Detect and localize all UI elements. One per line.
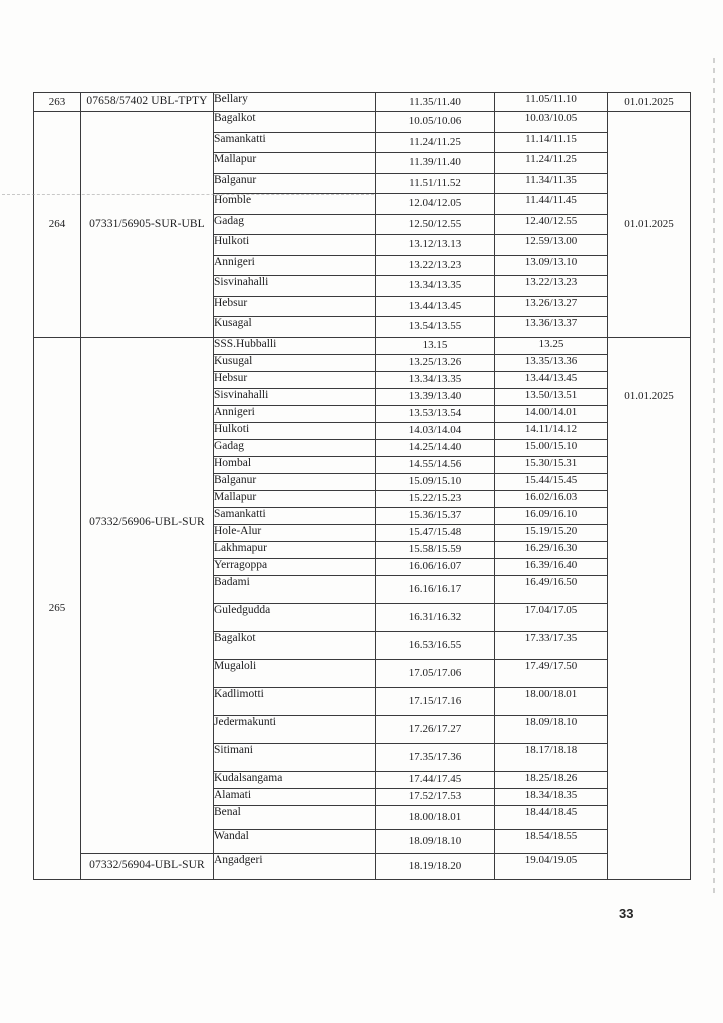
train-cell: 07658/57402 UBL-TPTY: [81, 93, 214, 112]
time2-cell: 15.30/15.31: [495, 456, 608, 473]
date-cell: 01.01.2025: [608, 337, 691, 879]
table-row: [34, 93, 691, 112]
station-cell: Gadag: [214, 439, 376, 456]
time1-cell: 18.00/18.01: [376, 805, 495, 829]
station-cell: Guledgudda: [214, 603, 376, 631]
page-number: 33: [619, 906, 634, 921]
table-row: [34, 112, 691, 133]
time2-cell: 18.54/18.55: [495, 829, 608, 853]
time1-cell: 15.36/15.37: [376, 507, 495, 524]
time2-cell: 11.44/11.45: [495, 194, 608, 215]
time2-cell: 13.26/13.27: [495, 296, 608, 317]
station-cell: Yerragoppa: [214, 558, 376, 575]
time2-cell: 13.50/13.51: [495, 388, 608, 405]
station-cell: Mugaloli: [214, 659, 376, 687]
station-cell: Kusagal: [214, 317, 376, 338]
time1-cell: 14.25/14.40: [376, 439, 495, 456]
time2-cell: 18.17/18.18: [495, 743, 608, 771]
station-cell: Balganur: [214, 473, 376, 490]
time1-cell: 16.31/16.32: [376, 603, 495, 631]
time2-cell: 11.05/11.10: [495, 93, 608, 112]
time2-cell: 18.00/18.01: [495, 687, 608, 715]
station-cell: Hebsur: [214, 296, 376, 317]
station-cell: Kudalsangama: [214, 771, 376, 788]
time2-cell: 18.34/18.35: [495, 788, 608, 805]
time1-cell: 13.54/13.55: [376, 317, 495, 338]
time1-cell: 15.58/15.59: [376, 541, 495, 558]
timetable: [33, 92, 691, 880]
time2-cell: 16.02/16.03: [495, 490, 608, 507]
time1-cell: 13.34/13.35: [376, 371, 495, 388]
time2-cell: 19.04/19.05: [495, 853, 608, 879]
table-row: [34, 853, 691, 879]
time2-cell: 14.11/14.12: [495, 422, 608, 439]
time1-cell: 17.15/17.16: [376, 687, 495, 715]
time1-cell: 15.09/15.10: [376, 473, 495, 490]
time2-cell: 13.25: [495, 337, 608, 354]
time1-cell: 17.05/17.06: [376, 659, 495, 687]
time2-cell: 17.33/17.35: [495, 631, 608, 659]
train-cell: 07332/56904-UBL-SUR: [81, 853, 214, 879]
time2-cell: 18.25/18.26: [495, 771, 608, 788]
train-cell: 07331/56905-SUR-UBL: [81, 112, 214, 338]
time1-cell: 11.35/11.40: [376, 93, 495, 112]
time1-cell: 16.16/16.17: [376, 575, 495, 603]
time2-cell: 16.09/16.10: [495, 507, 608, 524]
time2-cell: 16.29/16.30: [495, 541, 608, 558]
time2-cell: 13.36/13.37: [495, 317, 608, 338]
station-cell: Kusugal: [214, 354, 376, 371]
time1-cell: 10.05/10.06: [376, 112, 495, 133]
time2-cell: 18.09/18.10: [495, 715, 608, 743]
time2-cell: 10.03/10.05: [495, 112, 608, 133]
time2-cell: 12.40/12.55: [495, 214, 608, 235]
time2-cell: 17.04/17.05: [495, 603, 608, 631]
time2-cell: 16.39/16.40: [495, 558, 608, 575]
time1-cell: 16.06/16.07: [376, 558, 495, 575]
station-cell: Angadgeri: [214, 853, 376, 879]
time1-cell: 13.15: [376, 337, 495, 354]
time1-cell: 12.04/12.05: [376, 194, 495, 215]
time2-cell: 14.00/14.01: [495, 405, 608, 422]
station-cell: Mallapur: [214, 490, 376, 507]
time2-cell: 11.24/11.25: [495, 153, 608, 174]
time1-cell: 13.34/13.35: [376, 276, 495, 297]
time1-cell: 13.44/13.45: [376, 296, 495, 317]
station-cell: Alamati: [214, 788, 376, 805]
station-cell: Hole-Alur: [214, 524, 376, 541]
time2-cell: 16.49/16.50: [495, 575, 608, 603]
time2-cell: 17.49/17.50: [495, 659, 608, 687]
station-cell: Hulkoti: [214, 235, 376, 256]
station-cell: Badami: [214, 575, 376, 603]
time2-cell: 11.14/11.15: [495, 132, 608, 153]
station-cell: Benal: [214, 805, 376, 829]
time2-cell: 12.59/13.00: [495, 235, 608, 256]
time1-cell: 15.47/15.48: [376, 524, 495, 541]
station-cell: Annigeri: [214, 255, 376, 276]
time1-cell: 17.52/17.53: [376, 788, 495, 805]
time1-cell: 11.24/11.25: [376, 132, 495, 153]
station-cell: Homble: [214, 194, 376, 215]
time2-cell: 13.35/13.36: [495, 354, 608, 371]
station-cell: Annigeri: [214, 405, 376, 422]
time1-cell: 16.53/16.55: [376, 631, 495, 659]
table-row: [34, 337, 691, 354]
timetable-body: [34, 93, 691, 880]
train-cell: 07332/56906-UBL-SUR: [81, 337, 214, 853]
station-cell: Wandal: [214, 829, 376, 853]
time2-cell: 18.44/18.45: [495, 805, 608, 829]
station-cell: Bagalkot: [214, 631, 376, 659]
station-cell: Balganur: [214, 173, 376, 194]
time1-cell: 18.09/18.10: [376, 829, 495, 853]
time1-cell: 13.22/13.23: [376, 255, 495, 276]
serial-cell: 265: [34, 337, 81, 879]
station-cell: Bagalkot: [214, 112, 376, 133]
date-cell: 01.01.2025: [608, 112, 691, 338]
time1-cell: 14.03/14.04: [376, 422, 495, 439]
time1-cell: 15.22/15.23: [376, 490, 495, 507]
time2-cell: 15.19/15.20: [495, 524, 608, 541]
time2-cell: 11.34/11.35: [495, 173, 608, 194]
time1-cell: 13.39/13.40: [376, 388, 495, 405]
station-cell: Sitimani: [214, 743, 376, 771]
time1-cell: 13.12/13.13: [376, 235, 495, 256]
time1-cell: 11.51/11.52: [376, 173, 495, 194]
station-cell: Jedermakunti: [214, 715, 376, 743]
time2-cell: 13.44/13.45: [495, 371, 608, 388]
scan-edge-artifact: [713, 58, 715, 893]
station-cell: Sisvinahalli: [214, 388, 376, 405]
station-cell: Sisvinahalli: [214, 276, 376, 297]
station-cell: Lakhmapur: [214, 541, 376, 558]
station-cell: SSS.Hubballi: [214, 337, 376, 354]
time2-cell: 15.44/15.45: [495, 473, 608, 490]
station-cell: Hebsur: [214, 371, 376, 388]
time2-cell: 13.22/13.23: [495, 276, 608, 297]
time2-cell: 15.00/15.10: [495, 439, 608, 456]
time1-cell: 17.26/17.27: [376, 715, 495, 743]
time1-cell: 17.44/17.45: [376, 771, 495, 788]
serial-cell: 264: [34, 112, 81, 338]
station-cell: Mallapur: [214, 153, 376, 174]
time1-cell: 13.25/13.26: [376, 354, 495, 371]
time1-cell: 11.39/11.40: [376, 153, 495, 174]
station-cell: Bellary: [214, 93, 376, 112]
time1-cell: 12.50/12.55: [376, 214, 495, 235]
time1-cell: 17.35/17.36: [376, 743, 495, 771]
station-cell: Hombal: [214, 456, 376, 473]
time1-cell: 14.55/14.56: [376, 456, 495, 473]
date-cell: 01.01.2025: [608, 93, 691, 112]
station-cell: Samankatti: [214, 132, 376, 153]
station-cell: Hulkoti: [214, 422, 376, 439]
time2-cell: 13.09/13.10: [495, 255, 608, 276]
time1-cell: 18.19/18.20: [376, 853, 495, 879]
station-cell: Kadlimotti: [214, 687, 376, 715]
scan-dash-artifact: [2, 194, 374, 195]
station-cell: Gadag: [214, 214, 376, 235]
serial-cell: 263: [34, 93, 81, 112]
station-cell: Samankatti: [214, 507, 376, 524]
time1-cell: 13.53/13.54: [376, 405, 495, 422]
